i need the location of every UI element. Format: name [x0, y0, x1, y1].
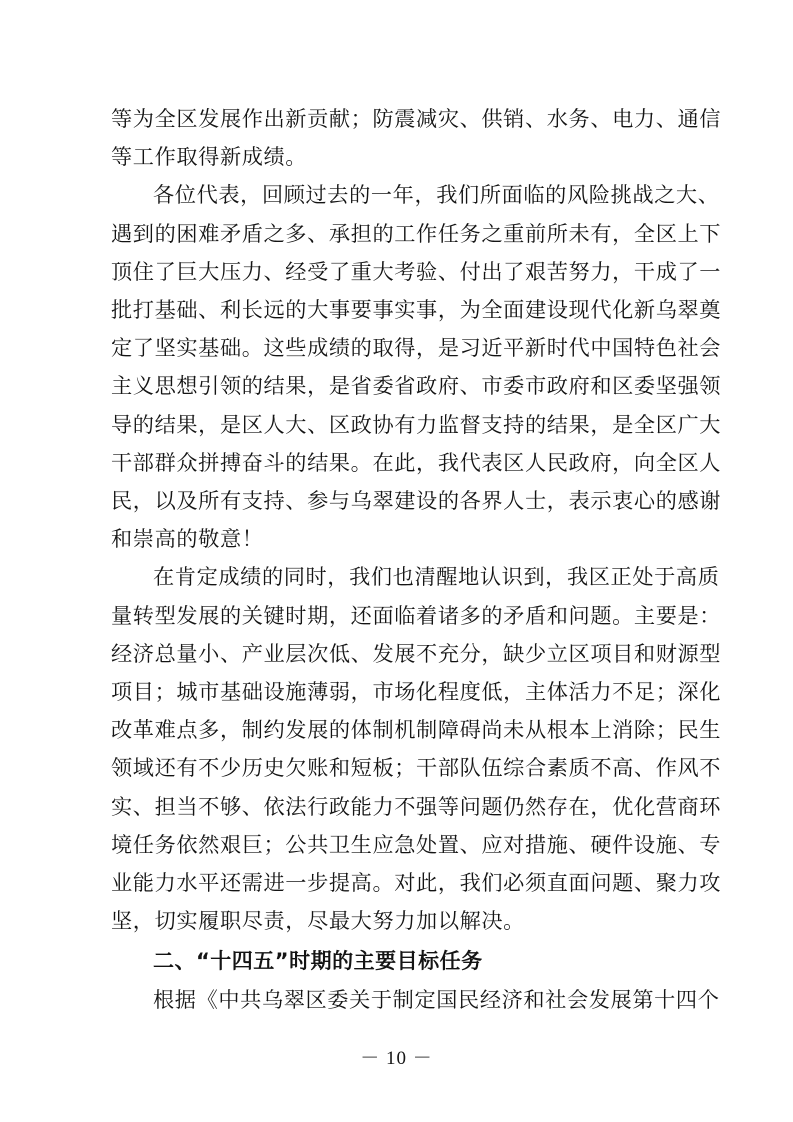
- text-line: 干部群众拼搏奋斗的结果。在此，我代表区人民政府，向全区人: [111, 449, 722, 475]
- text-line: 坚，切实履职尽责，尽最大努力加以解决。: [111, 908, 525, 934]
- text-line: 改革难点多，制约发展的体制机制障碍尚未从根本上消除；民生: [111, 717, 722, 743]
- paragraph-start-line: 在肯定成绩的同时，我们也清醒地认识到，我区正处于高质: [153, 564, 720, 590]
- text-line: 业能力水平还需进一步提高。对此，我们必须直面问题、聚力攻: [111, 870, 722, 896]
- text-line: 遇到的困难矛盾之多、承担的工作任务之重前所未有，全区上下: [111, 220, 722, 246]
- text-line: 主义思想引领的结果，是省委省政府、市委市政府和区委坚强领: [111, 373, 722, 399]
- text-line: 领域还有不少历史欠账和短板；干部队伍综合素质不高、作风不: [111, 755, 722, 781]
- text-line: 顶住了巨大压力、经受了重大考验、付出了艰苦努力，干成了一: [111, 258, 722, 284]
- text-line: 导的结果，是区人大、区政协有力监督支持的结果，是全区广大: [111, 411, 722, 437]
- text-line: 和崇高的敬意！: [111, 526, 264, 552]
- text-line: 经济总量小、产业层次低、发展不充分，缺少立区项目和财源型: [111, 640, 722, 666]
- text-line: 等为全区发展作出新贡献；防震减灾、供销、水务、电力、通信: [111, 106, 722, 131]
- paragraph-start-line: 根据《中共乌翠区委关于制定国民经济和社会发展第十四个: [153, 986, 720, 1012]
- text-line: 项目；城市基础设施薄弱，市场化程度低，主体活力不足；深化: [111, 679, 722, 705]
- text-line: 民，以及所有支持、参与乌翠建设的各界人士，表示衷心的感谢: [111, 488, 722, 514]
- body-text: [111, 100, 722, 1019]
- text-line: 等工作取得新成绩。: [111, 144, 308, 170]
- text-line: 量转型发展的关键时期，还面临着诸多的矛盾和问题。主要是：: [111, 602, 722, 628]
- text-line: 实、担当不够、依法行政能力不强等问题仍然存在，优化营商环: [111, 793, 722, 819]
- text-line: 批打基础、利长远的大事要事实事，为全面建设现代化新乌翠奠: [111, 297, 722, 323]
- section-heading: 二、“十四五”时期的主要目标任务: [153, 949, 483, 974]
- text-line: 境任务依然艰巨；公共卫生应急处置、应对措施、硬件设施、专: [111, 831, 722, 857]
- paragraph-start-line: 各位代表，回顾过去的一年，我们所面临的风险挑战之大、: [153, 182, 720, 208]
- text-line: 定了坚实基础。这些成绩的取得，是习近平新时代中国特色社会: [111, 335, 722, 361]
- page-number: － 10 －: [360, 1048, 433, 1069]
